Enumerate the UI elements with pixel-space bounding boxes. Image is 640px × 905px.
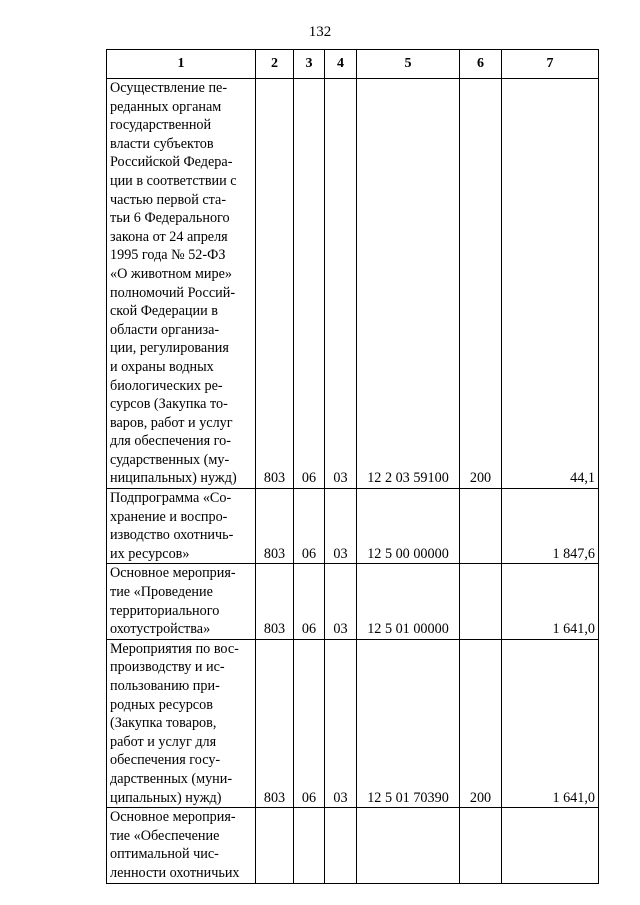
row-section: 06 — [294, 564, 325, 639]
row-ministry-code: 803 — [256, 639, 294, 807]
row-section: 06 — [294, 489, 325, 564]
row-amount: 1 641,0 — [502, 639, 599, 807]
header-col-5: 5 — [357, 50, 460, 79]
row-ministry-code: 803 — [256, 489, 294, 564]
row-expense-type — [460, 808, 502, 883]
row-target-article: 12 5 00 00000 — [357, 489, 460, 564]
row-ministry-code: 803 — [256, 79, 294, 489]
row-subsection: 03 — [325, 79, 357, 489]
row-expense-type — [460, 564, 502, 639]
table-row — [107, 639, 599, 807]
table-row — [107, 79, 599, 489]
row-amount: 1 847,6 — [502, 489, 599, 564]
row-ministry-code: 803 — [256, 564, 294, 639]
header-col-2: 2 — [256, 50, 294, 79]
row-expense-type: 200 — [460, 639, 502, 807]
row-name: Основное мероприя- тие «Обеспечение оптимальной чис- ленности охотничьих — [107, 808, 256, 883]
row-amount: 1 641,0 — [502, 564, 599, 639]
row-amount: 44,1 — [502, 79, 599, 489]
row-name: Подпрограмма «Со- хранение и воспро- изводство охотничь- их ресурсов» — [107, 489, 256, 564]
row-target-article: 12 5 01 00000 — [357, 564, 460, 639]
row-subsection: 03 — [325, 489, 357, 564]
row-subsection: 03 — [325, 564, 357, 639]
row-subsection: 03 — [325, 639, 357, 807]
header-col-3: 3 — [294, 50, 325, 79]
page-number: 132 — [308, 24, 332, 40]
row-target-article: 12 5 01 70390 — [357, 639, 460, 807]
row-expense-type: 200 — [460, 79, 502, 489]
row-section — [294, 808, 325, 883]
header-col-1: 1 — [107, 50, 256, 79]
row-name: Основное мероприя- тие «Проведение территориального охотустройства» — [107, 564, 256, 639]
row-name: Осуществление пе- реданных органам государственной власти субъектов Российской Федера- ции в соответствии с частью первой ста- тьи 6 Федерального закона от 24 апреля 1995 года № 52-ФЗ «О животном мире» полномочий Россий- ской Федерации в области организа- ции, регулирования и охраны водных биологических ре- сурсов (Закупка то- варов, работ и услуг для обеспечения го- сударственных (му- ниципальных) нужд) — [107, 79, 256, 489]
row-expense-type — [460, 489, 502, 564]
table-row — [107, 564, 599, 639]
header-col-7: 7 — [502, 50, 599, 79]
budget-table — [106, 49, 599, 884]
row-name: Мероприятия по вос- производству и ис- пользованию при- родных ресурсов (Закупка товаров, работ и услуг для обеспечения госу- дарственных (муни- ципальных) нужд) — [107, 639, 256, 807]
row-section: 06 — [294, 639, 325, 807]
row-ministry-code — [256, 808, 294, 883]
row-subsection — [325, 808, 357, 883]
row-target-article: 12 2 03 59100 — [357, 79, 460, 489]
table-row — [107, 808, 599, 883]
table-row — [107, 489, 599, 564]
row-section: 06 — [294, 79, 325, 489]
header-col-6: 6 — [460, 50, 502, 79]
header-row — [107, 50, 599, 79]
header-col-4: 4 — [325, 50, 357, 79]
row-target-article — [357, 808, 460, 883]
row-amount — [502, 808, 599, 883]
